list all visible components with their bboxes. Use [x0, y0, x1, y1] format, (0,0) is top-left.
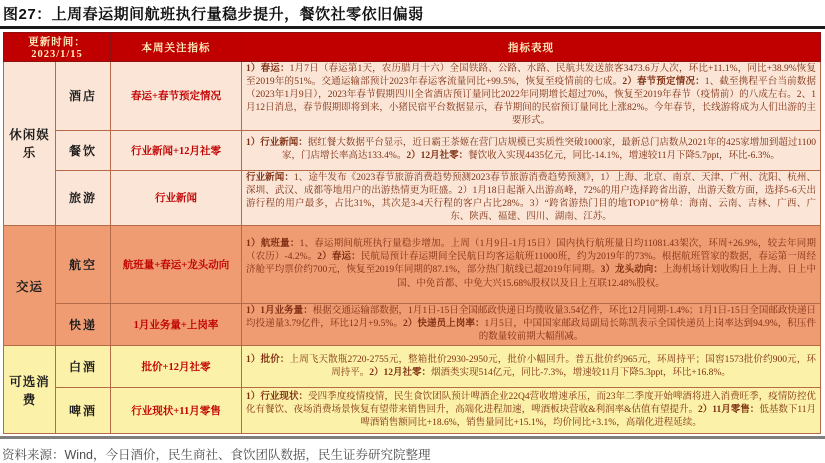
header-indicator-col: 本周关注指标 — [111, 33, 242, 62]
detail-cell-aviation: 1）航班量：1、春运期间航班执行量稳步增加。上周（1月9日-1月15日）国内执行航班量日均11081.43架次，环周+26.9%，较去年同期（农历）-4.2%。2）春运：民航局预计春运期间全民航日均客运航班11000班，约为2019年的73%。根据航班管家的数据，春运第一周经济舱平均票价约700元，恢复至2019年同期的87.1%，部分热门航线已超2019年同期。3）龙头动向：上海机场计划收购日上上海、日上中国、中免首都、中免大兴15.68%股权以及日上互联12.48%股权。 — [242, 225, 821, 303]
category-cell-transport: 交运 — [4, 225, 56, 345]
indicator-cell-tourism: 行业新闻 — [111, 170, 242, 225]
subcategory-cell-express: 快递 — [56, 303, 111, 345]
subcategory-cell-aviation: 航空 — [56, 225, 111, 303]
indicator-cell-hotel: 春运+春节预定情况 — [111, 62, 242, 131]
indicator-cell-baijiu: 批价+12月社零 — [111, 346, 242, 388]
header-update-time: 更新时间：2023/1/15 — [4, 33, 111, 62]
category-cell-leisure: 休闲娱乐 — [4, 62, 56, 226]
table-row-baijiu — [4, 346, 821, 388]
figure-title: 图27：上周春运期间航班执行量稳步提升，餐饮社零依旧偏弱 — [3, 6, 424, 23]
table-row-hotel — [4, 62, 821, 131]
header-performance-col: 指标表现 — [242, 33, 821, 62]
subcategory-cell-hotel: 酒店 — [56, 62, 111, 131]
detail-cell-catering: 1）行业新闻：据红餐大数据平台显示，近日霸王茶姬在营门店规模已实质性突破1000家，最新总门店数从2021年的425家增加到超过1100家，门店增长率高达133.4%。2）12月社零：餐饮收入实现4435亿元，同比-14.1%，增速较11月下降5.7ppt，环比-6.3%。 — [242, 130, 821, 170]
detail-cell-hotel: 1）春运：1月7日（春运第1天，农历腊月十六）全国铁路、公路、水路、民航共发送旅客3473.6万人次，环比+11.1%，同比+38.9%恢复至2019年的51%。交通运输部预计2023年春运客流量同比+99.5%，恢复至疫情前的七成。2）春节预定情况：1、截至携程平台当前数据（2023年1月9日），2023年春节假期四川全省酒店预订量同比2022年同期增长超过70%，恢复至2019年春节（疫情前）的八成左右。2、1月12日消息，春节假期即将到来，小猪民宿平台数据显示，春节期间的民宿预订量同比上涨82%。今年春节，长线游将成为人们出游的主要形式。 — [242, 62, 821, 131]
title-underline — [0, 26, 825, 29]
table-row-tourism — [4, 170, 821, 225]
detail-cell-beer: 1）行业现状：受四季度疫情疫情，民生食饮团队预计啤酒企业22Q4营收增速承压，而23年二季度开始啤酒将进入消费旺季，疫情防控优化有餐饮、夜场消费场景恢复有望带来销售回升，高端化进程加速，啤酒板块营收&利润率&估值有望提升。2）11月零售：低基数下11月啤酒销售额同比+18.6%，销售量同比+15.1%，均价同比+3.1%，高端化进程延续。 — [242, 388, 821, 434]
subcategory-cell-baijiu: 白酒 — [56, 346, 111, 388]
subcategory-cell-catering: 餐饮 — [56, 130, 111, 170]
detail-cell-baijiu: 1）批价：上周飞天散瓶2720-2755元，整箱批价2930-2950元，批价小幅回升。普五批价约965元，环周持平；国窖1573批价约900元，环周持平。2）12月社零：烟酒类实现514亿元，同比-7.3%，增速较11月下降5.3ppt，环比+16.8%。 — [242, 346, 821, 388]
category-cell-consumption: 可选消费 — [4, 346, 56, 434]
indicator-cell-beer: 行业现状+11月零售 — [111, 388, 242, 434]
weekly-indicator-table — [3, 32, 821, 434]
table-header-row — [4, 33, 821, 62]
detail-cell-tourism: 行业新闻：1、途牛发布《2023春节旅游消费趋势预测2023春节旅游消费趋势预测》，1）上海、北京、南京、天津、广州、沈阳、杭州、深圳、武汉、成都等地用户的出游热情更为旺盛。2）1月18日起渐入出游高峰，72%的用户选择跨省出游，出游天数方面，选择5-6天出游行程的用户最多，占比31%，其次是3-4天行程的客户占比28%。3）“跨省游热门目的地TOP10”榜单：海南、云南、吉林、广西、广东、陕西、福建、四川、湖南、江苏。 — [242, 170, 821, 225]
table-row-catering — [4, 130, 821, 170]
indicator-cell-aviation: 航班量+春运+龙头动向 — [111, 225, 242, 303]
subcategory-cell-tourism: 旅游 — [56, 170, 111, 225]
source-note: 资料来源：Wind，今日酒价，民生商社、食饮团队数据，民生证券研究院整理 — [2, 448, 431, 463]
indicator-cell-express: 1月业务量+上岗率 — [111, 303, 242, 345]
detail-cell-express: 1）1月业务量：根据交通运输部数据，1月1日-15日全国邮政快递日均揽收量3.54亿件，环比12月同期-1.4%；1月1日-15日全国邮政快递日均投递量3.79亿件，环比12月+9.5%。2）快递员上岗率：1月5日，中国国家邮政局副局长陈凯表示全国快递员上岗率达到94.9%，积压件的数量较前期大幅削减。 — [242, 303, 821, 345]
table-row-express — [4, 303, 821, 345]
table-row-aviation — [4, 225, 821, 303]
indicator-cell-catering: 行业新闻+12月社零 — [111, 130, 242, 170]
table-row-beer — [4, 388, 821, 434]
subcategory-cell-beer: 啤酒 — [56, 388, 111, 434]
